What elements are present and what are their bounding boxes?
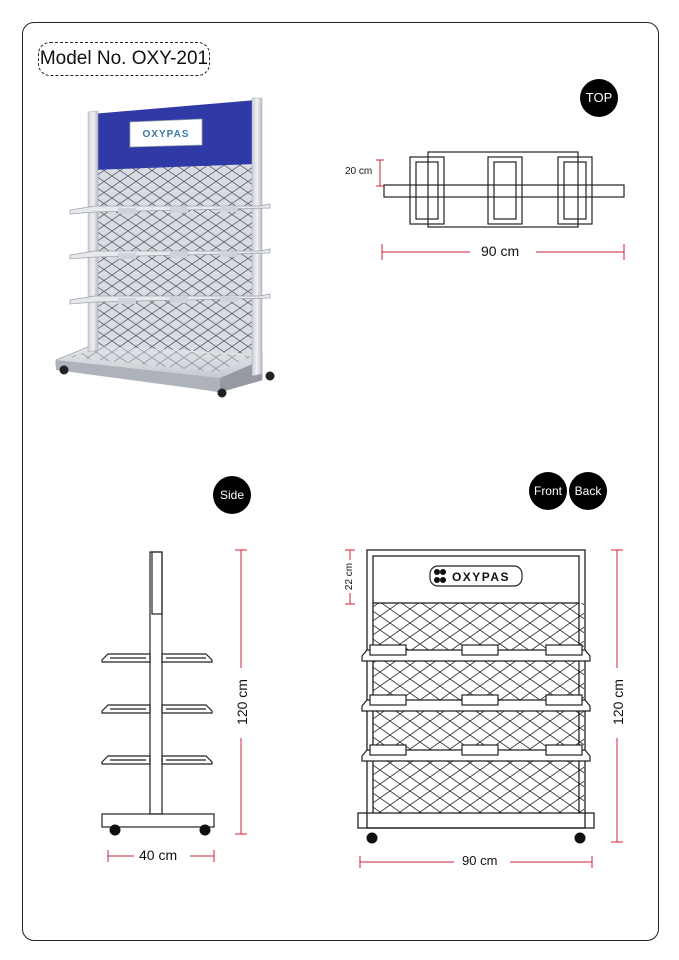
top-view-badge: TOP	[580, 79, 618, 117]
front-width-label: 90 cm	[459, 853, 500, 868]
side-view-badge: Side	[213, 476, 251, 514]
model-number-label: Model No. OXY-201	[38, 42, 210, 76]
side-height-label: 120 cm	[234, 676, 250, 728]
logo-3d: OXYPAS	[142, 129, 190, 140]
side-depth-label: 40 cm	[136, 847, 180, 863]
side-view-drawing	[102, 552, 214, 827]
logo-front: OXYPAS	[451, 570, 511, 584]
front-header-label: 22 cm	[344, 560, 355, 593]
side-dimension-lines	[108, 550, 247, 862]
front-view-drawing	[358, 550, 594, 844]
top-view-drawing	[384, 152, 624, 227]
top-width-label: 90 cm	[478, 243, 522, 259]
rack-3d-render	[56, 98, 275, 398]
top-depth-label: 20 cm	[342, 166, 375, 177]
front-height-label: 120 cm	[610, 676, 626, 728]
back-view-badge: Back	[569, 472, 607, 510]
front-view-badge: Front	[529, 472, 567, 510]
